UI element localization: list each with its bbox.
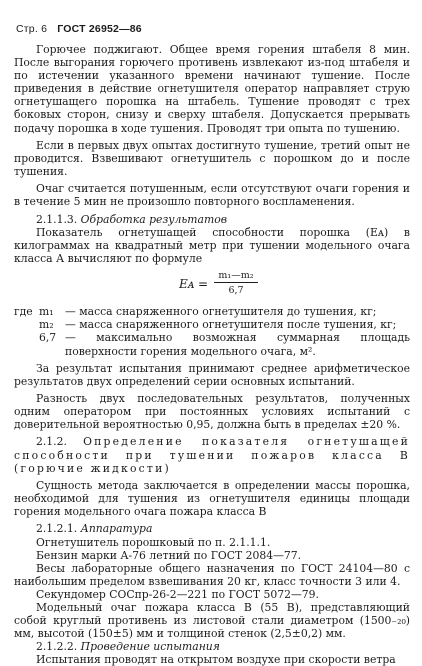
document-body <box>14 43 410 666</box>
formula-numerator: m₁—m₂ <box>214 270 258 283</box>
definition-row <box>14 318 410 331</box>
section-title: Определение показателя огнетушащей способности при тушении пожаров класса В (горючие жидкости) <box>14 435 410 475</box>
definition-symbol: 6,7 <box>39 331 57 345</box>
definition-text: — максимально возможная суммарная площадь поверхности горения модельного очага, м². <box>65 331 410 358</box>
section-number: 2.1.1.3. <box>36 212 78 226</box>
section-heading-2-1-2-1 <box>14 522 410 535</box>
page-header <box>16 23 142 35</box>
paragraph-ignition: Горючее поджигают. Общее время горения штабеля 8 мин. После выгорания горючего противень извлекают из-под штабеля и по истечении указанного времени начинают тушение. После приведения в действие огнетушителя оператор направляет струю огнетушащего порошка на штабель. Тушение проводят с трех боковых сторон, снизу и сверху штабеля. Допускается прерывать подачу порошка в ходе тушения. Проводят три опыта по тушению. <box>14 43 410 135</box>
section-heading-2-1-1-3 <box>14 213 410 226</box>
formula-fraction <box>214 270 258 296</box>
formula-equals: = <box>198 277 209 292</box>
definition-text: — масса снаряженного огнетушителя после тушения, кг; <box>65 318 397 332</box>
paragraph-result: За результат испытания принимают среднее арифметическое результатов двух определений серии основных испытаний. <box>14 361 410 388</box>
definition-row <box>14 331 410 357</box>
paragraph-method-essence: Сущность метода заключается в определении массы порошка, необходимой для тушения из огнетушителя единицы площади горения модельного очага пожара класса В <box>14 478 410 519</box>
section-title: Обработка результатов <box>80 212 227 226</box>
section-heading-2-1-2 <box>14 435 410 474</box>
formula-block <box>14 269 410 301</box>
section-title: Аппаратура <box>80 522 153 536</box>
section-number: 2.1.2.2. <box>36 640 78 654</box>
definition-symbol: m₁ <box>39 305 54 319</box>
page-number: Стр. 6 <box>16 23 48 35</box>
section-heading-2-1-2-2 <box>14 640 410 653</box>
paragraph-extinguished-criterion: Очаг считается потушенным, если отсутствуют очаги горения и в течение 5 мин не произошло повторного воспламенения. <box>14 182 410 209</box>
variable-definitions <box>14 305 410 357</box>
equipment-item: Секундомер СОСпр-26-2—221 по ГОСТ 5072—79. <box>36 587 319 601</box>
section-number: 2.1.2. <box>36 435 67 449</box>
paragraph-test-conditions: Испытания проводят на открытом воздухе при скорости ветра <box>36 653 396 666</box>
equipment-item: Бензин марки А-76 летний по ГОСТ 2084—77. <box>36 548 302 562</box>
definition-row <box>14 305 410 318</box>
equipment-item: Модельный очаг пожара класса В (55 В), представляющий собой круглый противень из листовой стали диаметром (1500₋₂₀) мм, высотой (150±5) мм и толщиной стенок (2,5±0,2) мм. <box>14 600 410 641</box>
definition-symbol: m₂ <box>39 318 54 332</box>
paragraph-first-tests: Если в первых двух опытах достигнуто тушение, третий опыт не проводится. Взвешивают огнетушитель с порошком до и после тушения. <box>14 138 410 179</box>
paragraph-difference: Разность двух последовательных результатов, полученных одним оператором при постоянных условиях испытаний с доверительной вероятностью 0,95, должна быть в пределах ±20 %. <box>14 392 410 432</box>
formula-lhs: Eᴀ <box>179 277 195 292</box>
equipment-item: Весы лабораторные общего назначения по ГОСТ 24104—80 с наибольшим пределом взвешивания 20 кг, класс точности 3 или 4. <box>14 561 410 588</box>
where-label: где <box>14 305 33 319</box>
paragraph-formula-intro: Показатель огнетушащей способности порошка (Eᴀ) в килограммах на квадратный метр при тушении модельного очага класса А вычисляют по формуле <box>14 225 410 265</box>
section-title: Проведение испытания <box>80 640 220 654</box>
equipment-item: Огнетушитель порошковый по п. 2.1.1.1. <box>36 535 271 549</box>
section-number: 2.1.2.1. <box>36 522 78 536</box>
standard-code: ГОСТ 26952—86 <box>57 23 142 35</box>
formula-denominator: 6,7 <box>228 285 244 297</box>
definition-text: — масса снаряженного огнетушителя до тушения, кг; <box>65 305 377 319</box>
